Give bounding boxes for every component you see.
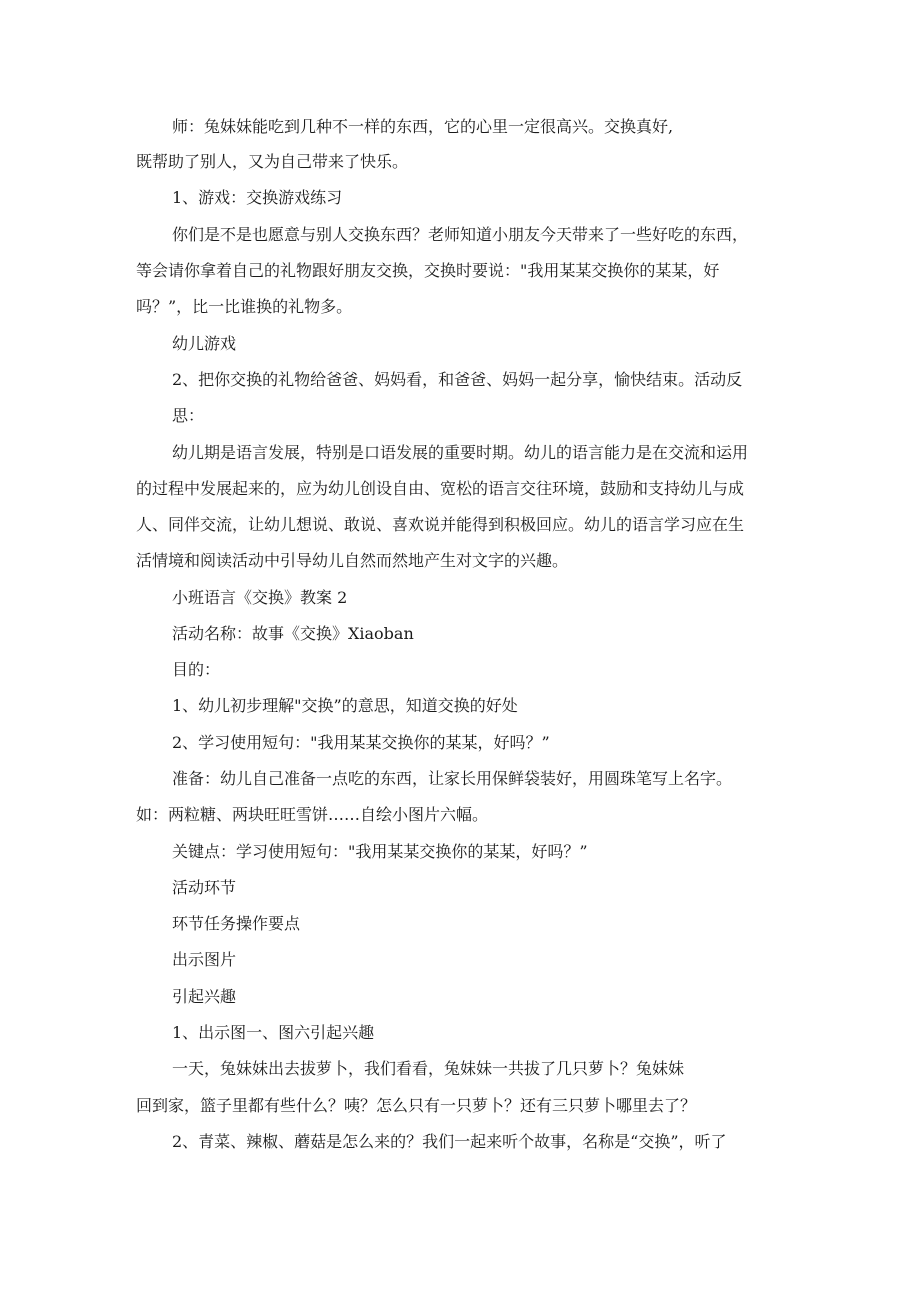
text-line: 2、青菜、辣椒、蘑菇是怎么来的？我们一起来听个故事，名称是“交换”，听了 [172,1132,727,1151]
text-line: 幼儿期是语言发展，特别是口语发展的重要时期。幼儿的语言能力是在交流和运用 [172,443,749,462]
section-heading: 1、游戏：交换游戏练习 [172,188,343,207]
text-line: 思： [172,406,205,425]
text-line: 引起兴趣 [172,987,237,1006]
text-line: 师：兔妹妹能吃到几种不一样的东西，它的心里一定很高兴。交换真好, [172,117,674,136]
text-line: 1、出示图一、图六引起兴趣 [172,1023,375,1042]
text-line: 1、幼儿初步理解"交换”的意思，知道交换的好处 [172,696,518,715]
text-line: 幼儿游戏 [172,334,237,353]
text-line: 的过程中发展起来的，应为幼儿创设自由、宽松的语言交往环境，鼓励和支持幼儿与成 [136,479,745,498]
text-line: 目的： [172,660,221,679]
text-line: 出示图片 [172,950,237,969]
text-line: 你们是不是也愿意与别人交换东西？老师知道小朋友今天带来了一些好吃的东西， [172,225,749,244]
text-line: 回到家，篮子里都有些什么？咦？怎么只有一只萝卜？还有三只萝卜哪里去了？ [136,1096,697,1115]
text-line: 既帮助了别人，又为自己带来了快乐。 [136,152,409,171]
text-line: 2、学习使用短句："我用某某交换你的某某，好吗？” [172,733,550,752]
text-line: 活动名称：故事《交换》Xiaoban [172,624,414,643]
text-line: 环节任务操作要点 [172,914,301,933]
text-line: 准备：幼儿自己准备一点吃的东西，让家长用保鲜袋装好，用圆珠笔写上名字。 [172,769,733,788]
text-line: 等会请你拿着自己的礼物跟好朋友交换，交换时要说："我用某某交换你的某某，好 [136,261,720,280]
text-line: 人、同伴交流，让幼儿想说、敢说、喜欢说并能得到积极回应。幼儿的语言学习应在生 [136,515,745,534]
text-line: 2、把你交换的礼物给爸爸、妈妈看，和爸爸、妈妈一起分享，愉快结束。活动反 [172,370,743,389]
text-line: 活动环节 [172,878,237,897]
text-line: 一天，兔妹妹出去拔萝卜，我们看看，兔妹妹一共拔了几只萝卜？兔妹妹 [172,1059,685,1078]
text-line: 如：两粒糖、两块旺旺雪饼……自绘小图片六幅。 [136,805,489,824]
section-title: 小班语言《交换》教案 2 [172,588,348,607]
text-line: 活情境和阅读活动中引导幼儿自然而然地产生对文字的兴趣。 [136,551,569,570]
text-line: 关键点：学习使用短句："我用某某交换你的某某，好吗？” [172,842,588,861]
text-line: 吗？”，比一比谁换的礼物多。 [136,297,353,316]
